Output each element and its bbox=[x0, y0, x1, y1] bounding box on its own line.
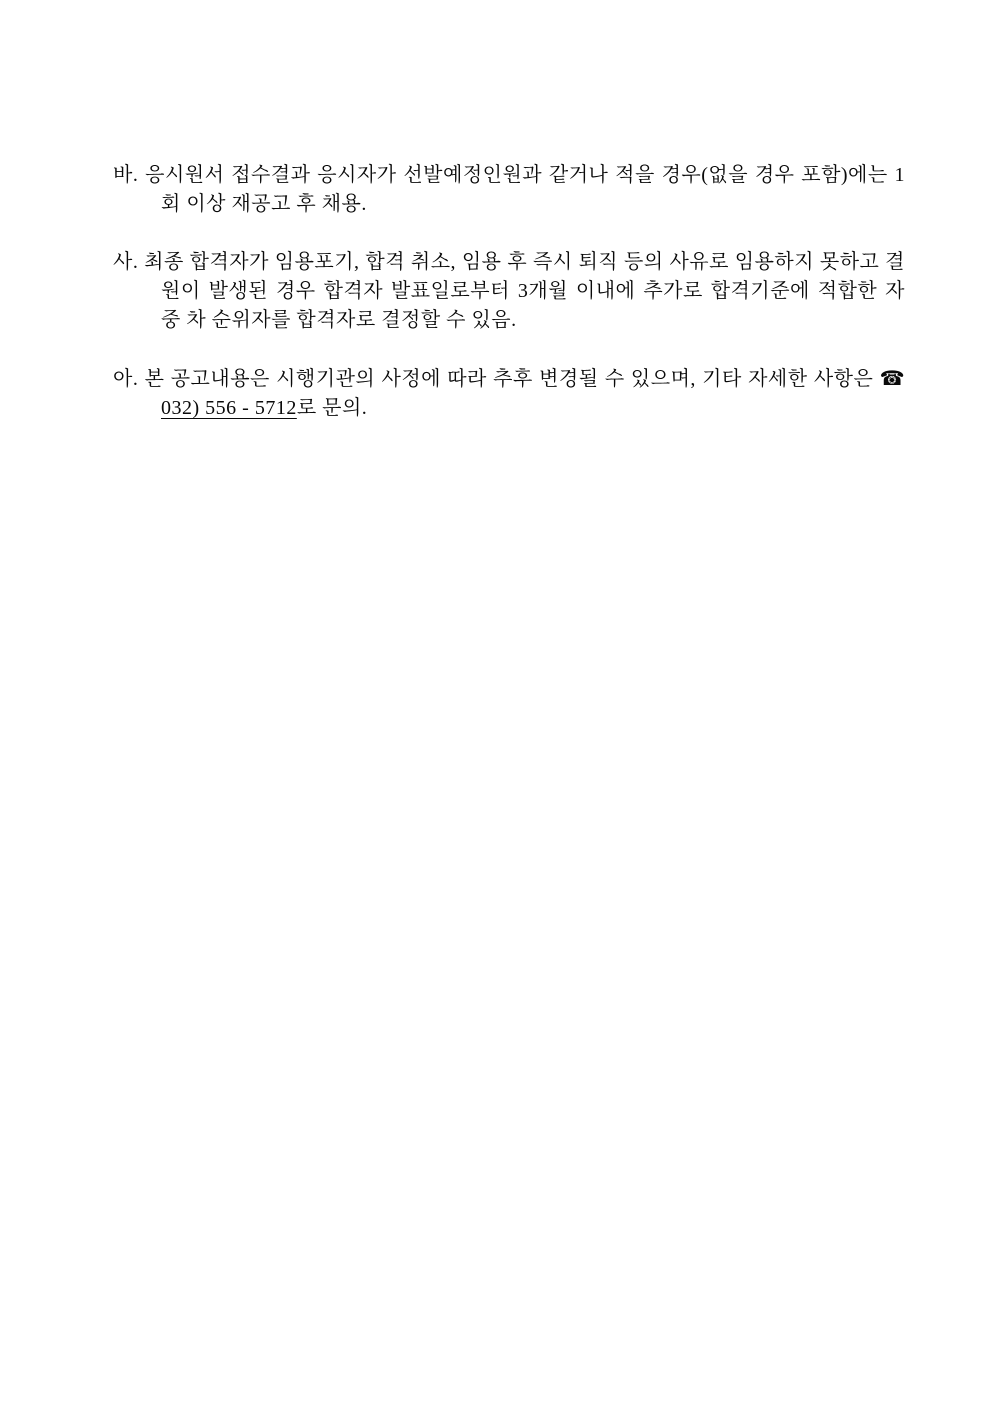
list-item-a-text: 본 공고내용은 시행기관의 사정에 따라 추후 변경될 수 있으며, 기타 자세한 사항은 bbox=[144, 368, 874, 390]
list-item-ba-label: 바. bbox=[113, 164, 139, 186]
phone-number: 032) 556 - 5712 bbox=[161, 397, 297, 419]
document-content bbox=[0, 0, 992, 423]
list-item-a-text-after: 로 문의. bbox=[296, 397, 368, 419]
list-item-sa bbox=[113, 248, 905, 335]
telephone-icon: ☎ bbox=[879, 366, 906, 390]
list-item-a bbox=[113, 364, 905, 423]
list-item-sa-label: 사. bbox=[113, 251, 139, 273]
list-item-sa-text: 최종 합격자가 임용포기, 합격 취소, 임용 후 즉시 퇴직 등의 사유로 임용하지 못하고 결원이 발생된 경우 합격자 발표일로부터 3개월 이내에 추가로 합격기준에 적합한 자 중 차 순위자를 합격자로 결정할 수 있음. bbox=[144, 251, 905, 331]
list-item-ba bbox=[113, 161, 905, 219]
list-item-a-label: 아. bbox=[113, 368, 139, 390]
list-item-ba-text: 응시원서 접수결과 응시자가 선발예정인원과 같거나 적을 경우(없을 경우 포함)에는 1회 이상 재공고 후 채용. bbox=[145, 164, 905, 215]
